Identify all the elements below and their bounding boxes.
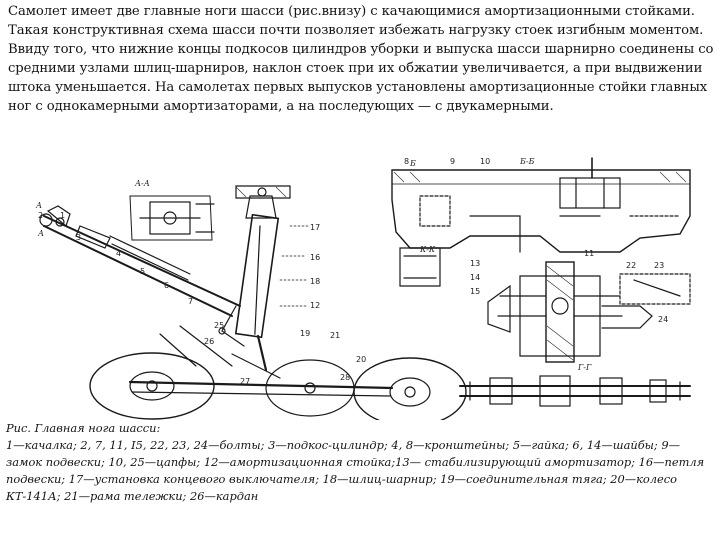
svg-text:10: 10 <box>480 157 491 166</box>
section-label-b-b: Б-Б <box>520 157 535 166</box>
svg-text:6: 6 <box>164 281 170 290</box>
section-mark-b: Б <box>410 159 416 168</box>
section-label-a-a: А-А <box>135 179 150 188</box>
svg-text:3: 3 <box>76 233 82 242</box>
svg-text:12: 12 <box>310 301 321 310</box>
intro-paragraph <box>8 2 714 116</box>
svg-text:18: 18 <box>310 277 321 286</box>
svg-text:22: 22 <box>626 261 637 270</box>
svg-text:26: 26 <box>204 337 215 346</box>
intro-text: Самолет имеет две главные ноги шасси (рис.внизу) с качающимися амортизационными стойками. Такая конструктивная схема шасси почти позволяет избежать нагрузку стоек изгибным моментом. Ввиду того, что нижние концы подкосов цилиндров уборки и выпуска шасси шарнирно соединены со средними узлами шлиц-шарниров, наклон стоек при их обжатии увеличивается, а при выдвижении штока уменьшается. На самолетах первых выпусков установлены амортизационные стойки главных ног с однокамерными амортизаторами, а на последующих — с двукамерными. <box>8 4 714 114</box>
svg-text:7: 7 <box>188 297 194 306</box>
figure-caption <box>6 420 716 505</box>
svg-text:15: 15 <box>470 287 481 296</box>
svg-text:25: 25 <box>214 321 225 330</box>
svg-text:9: 9 <box>450 157 456 166</box>
svg-text:20: 20 <box>356 355 367 364</box>
svg-text:14: 14 <box>470 273 481 282</box>
landing-gear-drawing <box>0 156 720 420</box>
section-label-g-g: Г-Г <box>578 363 592 372</box>
svg-text:16: 16 <box>310 253 321 262</box>
svg-text:28: 28 <box>340 373 351 382</box>
svg-text:8: 8 <box>404 157 410 166</box>
section-mark-a-2: А <box>38 229 45 238</box>
section-mark-a: А <box>36 201 43 210</box>
svg-text:2: 2 <box>38 211 44 220</box>
svg-text:27: 27 <box>240 377 251 386</box>
svg-text:13: 13 <box>470 259 481 268</box>
svg-text:11: 11 <box>584 249 595 258</box>
section-label-k-k: К-К <box>420 245 436 254</box>
svg-text:17: 17 <box>310 223 321 232</box>
svg-text:23: 23 <box>654 261 665 270</box>
caption-body: 1—качалка; 2, 7, 11, I5, 22, 23, 24—болты; 3—подкос-цилиндр; 4, 8—кронштейны; 5—гайка; 6, 14—шайбы; 9—замок подвески; 10, 25—цапфы; 12—амортизационная стойка;13— стабилизирующий амортизатор; 16—петля подвески; 17—установка концевого выключателя; 18—шлиц-шарнир; 19—соединительная тяга; 20—колесо КТ-141А; 21—рама тележки; 26—кардан <box>6 438 705 503</box>
svg-text:4: 4 <box>116 249 122 258</box>
svg-text:5: 5 <box>140 267 146 276</box>
landing-gear-diagram <box>0 156 720 420</box>
svg-text:19: 19 <box>300 329 311 338</box>
svg-text:1: 1 <box>60 211 66 220</box>
caption-title: Рис. Главная нога шасси: <box>6 421 161 435</box>
svg-text:21: 21 <box>330 331 341 340</box>
svg-text:24: 24 <box>658 315 669 324</box>
